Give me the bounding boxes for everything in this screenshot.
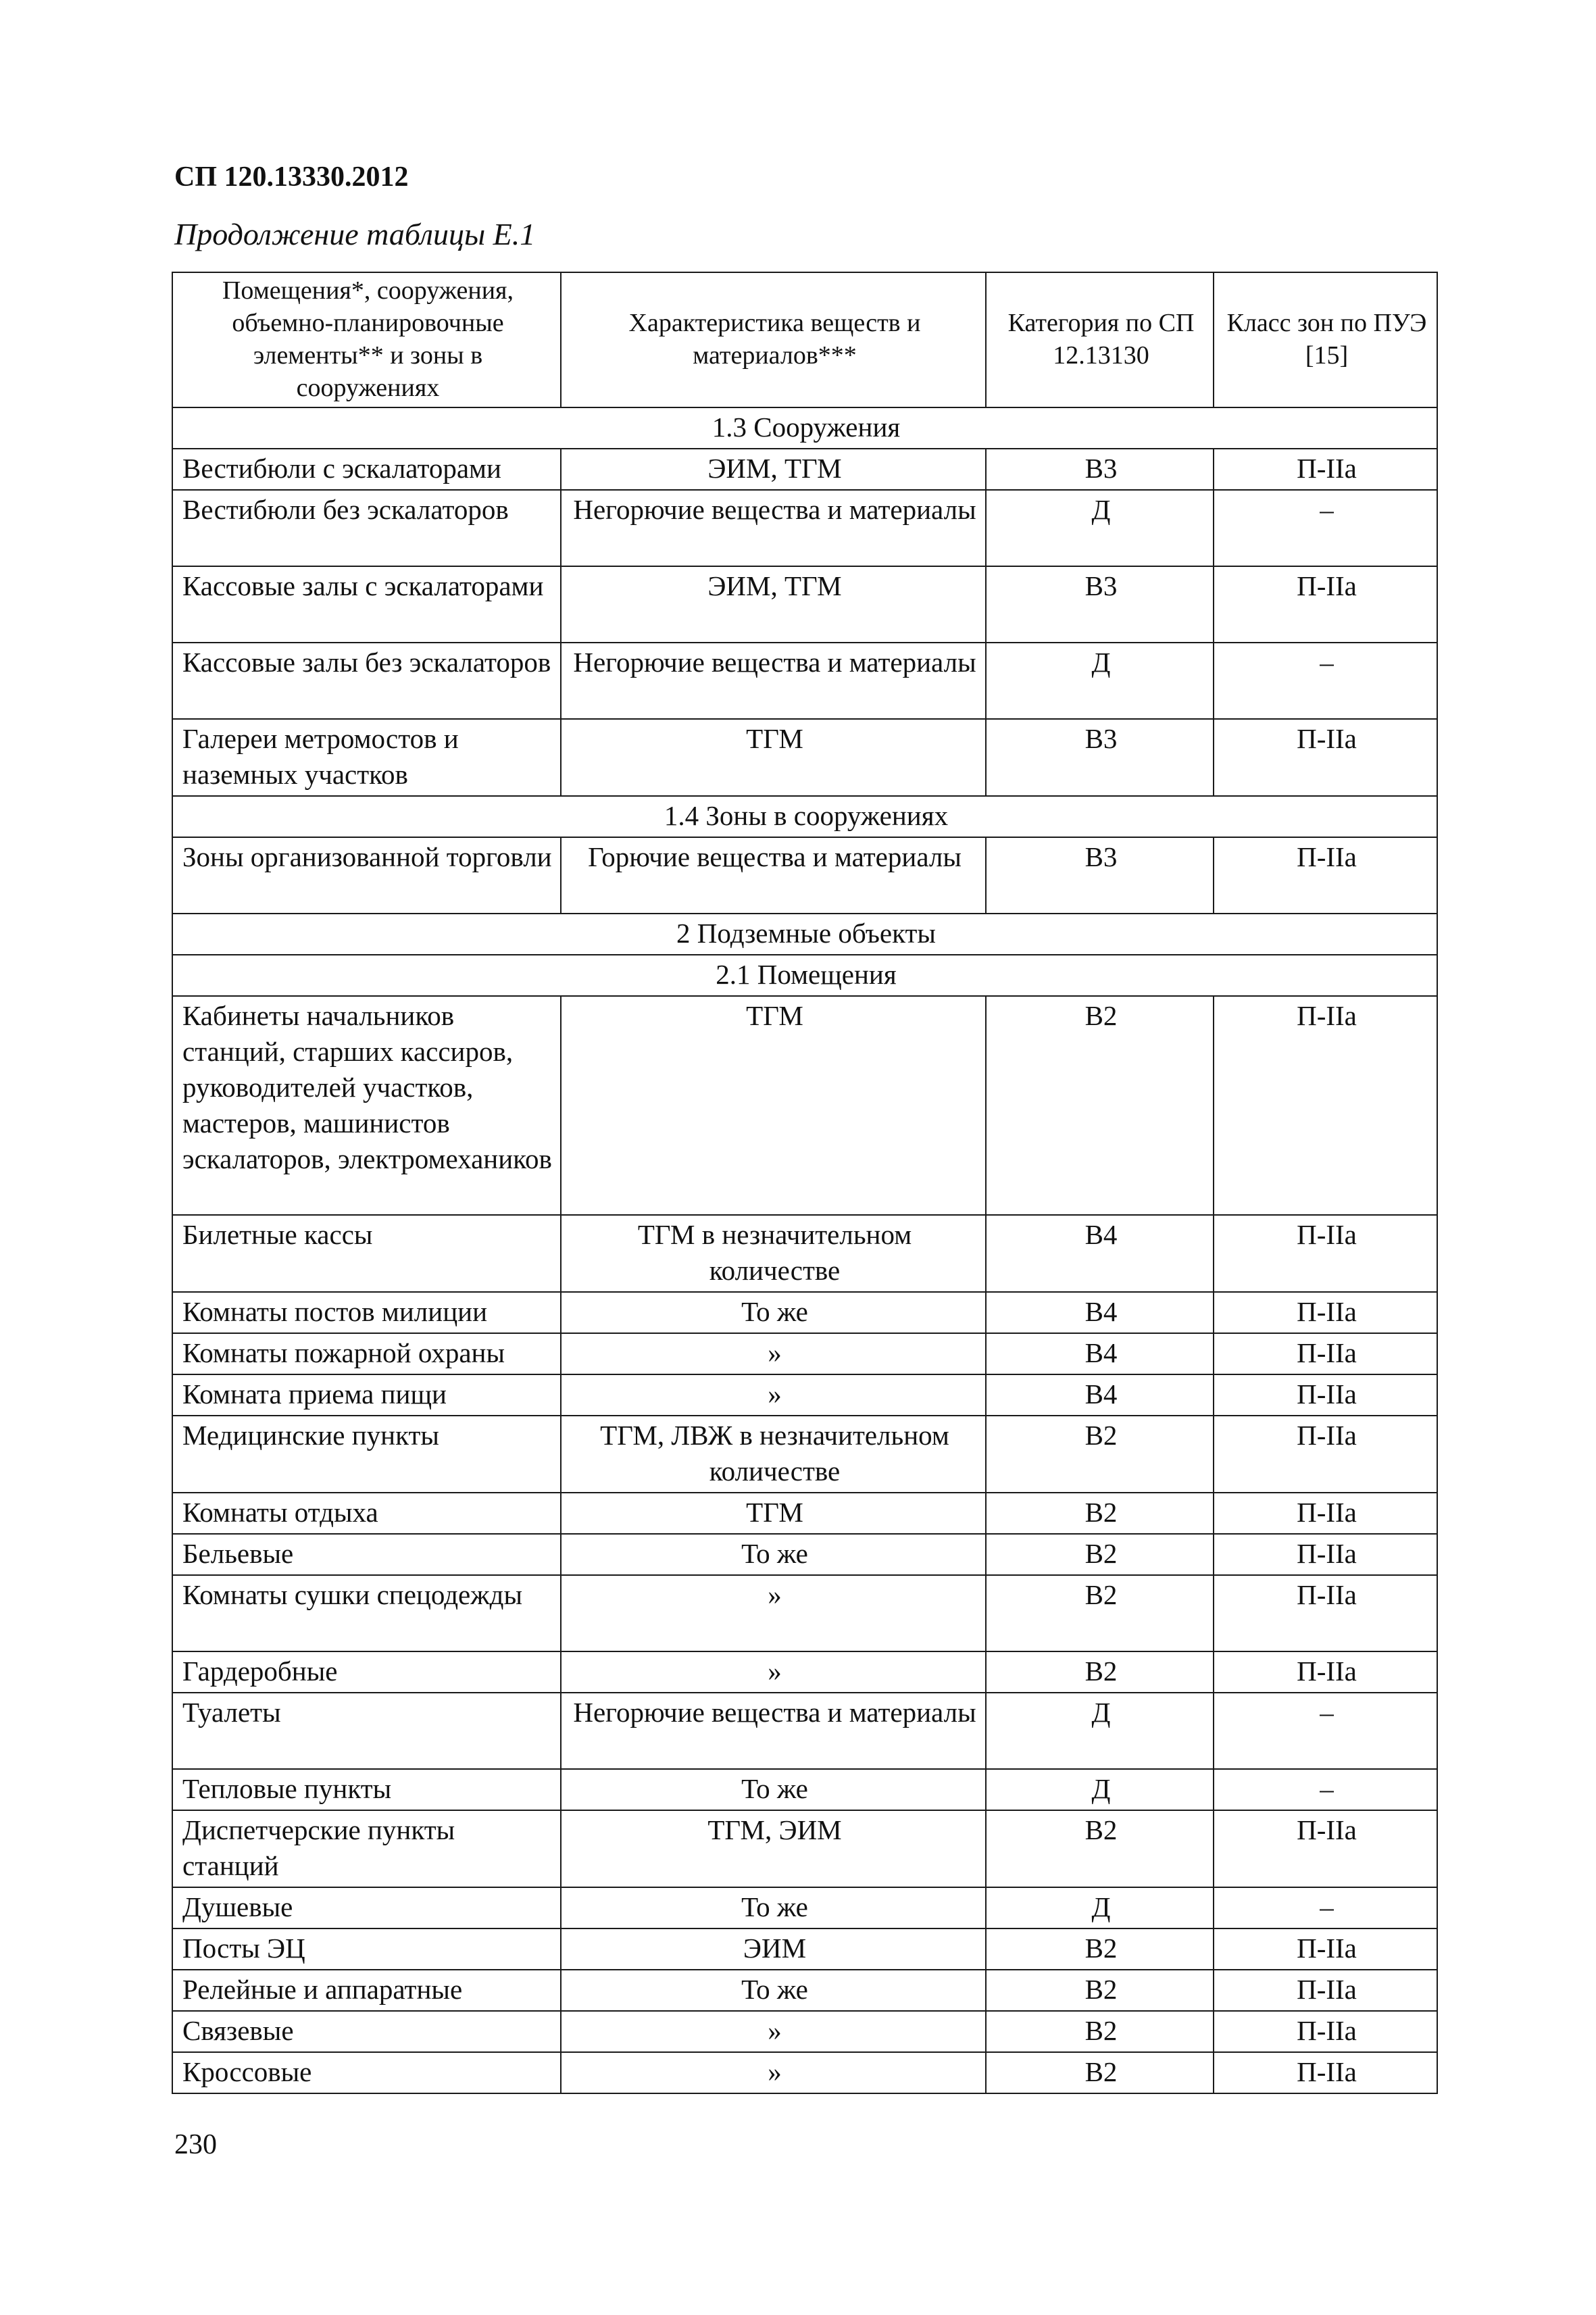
table-row xyxy=(172,1887,1437,1928)
table-row xyxy=(172,490,1437,566)
cell-premises: Посты ЭЦ xyxy=(172,1928,561,1970)
cell-zone-class: – xyxy=(1214,490,1437,566)
cell-zone-class: П-IIa xyxy=(1214,1575,1437,1651)
section-row xyxy=(172,914,1437,955)
table-row xyxy=(172,1215,1437,1292)
cell-category: В2 xyxy=(986,1493,1214,1534)
cell-category: В2 xyxy=(986,2011,1214,2052)
cell-category: В2 xyxy=(986,2052,1214,2093)
cell-category: В2 xyxy=(986,1810,1214,1887)
cell-category: В2 xyxy=(986,1970,1214,2011)
table-row xyxy=(172,719,1437,796)
table-row xyxy=(172,566,1437,643)
cell-premises: Тепловые пункты xyxy=(172,1769,561,1810)
cell-category: В2 xyxy=(986,1575,1214,1651)
cell-category: В4 xyxy=(986,1215,1214,1292)
cell-materials: Горючие вещества и материалы xyxy=(561,837,986,914)
table-row xyxy=(172,1651,1437,1693)
cell-premises: Комната приема пищи xyxy=(172,1374,561,1416)
cell-premises: Туалеты xyxy=(172,1693,561,1769)
cell-zone-class: П-IIa xyxy=(1214,837,1437,914)
section-row xyxy=(172,955,1437,996)
page-number: 230 xyxy=(174,2129,217,2160)
cell-category: В2 xyxy=(986,996,1214,1215)
cell-category: В3 xyxy=(986,837,1214,914)
cell-zone-class: П-IIa xyxy=(1214,1534,1437,1575)
table-row xyxy=(172,1928,1437,1970)
cell-zone-class: П-IIa xyxy=(1214,1292,1437,1333)
cell-zone-class: П-IIa xyxy=(1214,2052,1437,2093)
cell-materials: Негорючие вещества и материалы xyxy=(561,490,986,566)
cell-zone-class: П-IIa xyxy=(1214,449,1437,490)
cell-premises: Комнаты постов милиции xyxy=(172,1292,561,1333)
cell-zone-class: П-IIa xyxy=(1214,719,1437,796)
table-row xyxy=(172,837,1437,914)
cell-premises: Диспетчерские пункты станций xyxy=(172,1810,561,1887)
cell-materials: ТГМ xyxy=(561,1493,986,1534)
cell-category: В4 xyxy=(986,1374,1214,1416)
cell-zone-class: П-IIa xyxy=(1214,566,1437,643)
cell-materials: Негорючие вещества и материалы xyxy=(561,1693,986,1769)
cell-category: В3 xyxy=(986,719,1214,796)
table-row xyxy=(172,1693,1437,1769)
cell-premises: Медицинские пункты xyxy=(172,1416,561,1493)
table-row xyxy=(172,1292,1437,1333)
cell-premises: Комнаты пожарной охраны xyxy=(172,1333,561,1374)
cell-category: В4 xyxy=(986,1292,1214,1333)
cell-premises: Душевые xyxy=(172,1887,561,1928)
table-row xyxy=(172,1970,1437,2011)
table-row xyxy=(172,996,1437,1215)
cell-category: Д xyxy=(986,490,1214,566)
cell-materials: » xyxy=(561,2052,986,2093)
cell-materials: ЭИМ, ТГМ xyxy=(561,449,986,490)
cell-premises: Зоны организованной торговли xyxy=(172,837,561,914)
cell-premises: Кассовые залы без эскалаторов xyxy=(172,643,561,719)
cell-materials: ТГМ в незначительном количестве xyxy=(561,1215,986,1292)
cell-zone-class: П-IIa xyxy=(1214,1215,1437,1292)
cell-category: Д xyxy=(986,643,1214,719)
section-title: 1.3 Сооружения xyxy=(172,407,1437,449)
cell-category: В3 xyxy=(986,566,1214,643)
cell-category: Д xyxy=(986,1693,1214,1769)
cell-premises: Кассовые залы с эскалаторами xyxy=(172,566,561,643)
cell-materials: ЭИМ xyxy=(561,1928,986,1970)
cell-materials: ЭИМ, ТГМ xyxy=(561,566,986,643)
cell-materials: То же xyxy=(561,1970,986,2011)
table-row xyxy=(172,643,1437,719)
header-materials: Характеристика веществ и материалов*** xyxy=(561,272,986,407)
cell-premises: Бельевые xyxy=(172,1534,561,1575)
cell-zone-class: – xyxy=(1214,1887,1437,1928)
cell-premises: Комнаты отдыха xyxy=(172,1493,561,1534)
cell-premises: Кабинеты начальников станций, старших кассиров, руководителей участков, мастеров, машинистов эскалаторов, электромехаников xyxy=(172,996,561,1215)
cell-zone-class: П-IIa xyxy=(1214,1374,1437,1416)
table-header-row xyxy=(172,272,1437,407)
cell-materials: То же xyxy=(561,1887,986,1928)
table-row xyxy=(172,1493,1437,1534)
cell-premises: Галереи метромостов и наземных участков xyxy=(172,719,561,796)
cell-materials: ТГМ xyxy=(561,719,986,796)
table-row xyxy=(172,2011,1437,2052)
cell-materials: » xyxy=(561,2011,986,2052)
cell-category: Д xyxy=(986,1887,1214,1928)
table-row xyxy=(172,449,1437,490)
cell-zone-class: П-IIa xyxy=(1214,1416,1437,1493)
cell-materials: ТГМ, ЛВЖ в незначительном количестве xyxy=(561,1416,986,1493)
cell-category: В2 xyxy=(986,1534,1214,1575)
cell-materials: То же xyxy=(561,1769,986,1810)
fire-category-table xyxy=(172,272,1438,2094)
cell-premises: Связевые xyxy=(172,2011,561,2052)
cell-premises: Релейные и аппаратные xyxy=(172,1970,561,2011)
section-row xyxy=(172,407,1437,449)
cell-zone-class: П-IIa xyxy=(1214,1333,1437,1374)
cell-premises: Билетные кассы xyxy=(172,1215,561,1292)
cell-materials: » xyxy=(561,1333,986,1374)
cell-materials: ТГМ, ЭИМ xyxy=(561,1810,986,1887)
table-row xyxy=(172,1810,1437,1887)
cell-materials: » xyxy=(561,1651,986,1693)
cell-zone-class: – xyxy=(1214,1693,1437,1769)
cell-category: В4 xyxy=(986,1333,1214,1374)
cell-materials: ТГМ xyxy=(561,996,986,1215)
section-row xyxy=(172,796,1437,837)
cell-zone-class: П-IIa xyxy=(1214,1970,1437,2011)
cell-premises: Гардеробные xyxy=(172,1651,561,1693)
cell-premises: Вестибюли с эскалаторами xyxy=(172,449,561,490)
cell-zone-class: – xyxy=(1214,1769,1437,1810)
cell-category: В2 xyxy=(986,1928,1214,1970)
table-caption: Продолжение таблицы Е.1 xyxy=(174,217,536,251)
cell-category: В3 xyxy=(986,449,1214,490)
cell-category: В2 xyxy=(986,1651,1214,1693)
cell-zone-class: П-IIa xyxy=(1214,1651,1437,1693)
document-code: СП 120.13330.2012 xyxy=(174,161,409,193)
table-row xyxy=(172,1374,1437,1416)
table-row xyxy=(172,1769,1437,1810)
cell-zone-class: П-IIa xyxy=(1214,1810,1437,1887)
section-title: 1.4 Зоны в сооружениях xyxy=(172,796,1437,837)
section-title: 2.1 Помещения xyxy=(172,955,1437,996)
table-row xyxy=(172,1333,1437,1374)
cell-zone-class: П-IIa xyxy=(1214,1928,1437,1970)
table-row xyxy=(172,1575,1437,1651)
table-row xyxy=(172,1534,1437,1575)
cell-materials: То же xyxy=(561,1292,986,1333)
cell-premises: Кроссовые xyxy=(172,2052,561,2093)
section-title: 2 Подземные объекты xyxy=(172,914,1437,955)
cell-materials: » xyxy=(561,1374,986,1416)
header-premises: Помещения*, сооружения, объемно-планировочные элементы** и зоны в сооружениях xyxy=(172,272,561,407)
cell-category: Д xyxy=(986,1769,1214,1810)
cell-premises: Комнаты сушки спецодежды xyxy=(172,1575,561,1651)
cell-materials: То же xyxy=(561,1534,986,1575)
header-zone-class: Класс зон по ПУЭ [15] xyxy=(1214,272,1437,407)
cell-materials: Негорючие вещества и материалы xyxy=(561,643,986,719)
header-category: Категория по СП 12.13130 xyxy=(986,272,1214,407)
cell-zone-class: П-IIa xyxy=(1214,1493,1437,1534)
cell-category: В2 xyxy=(986,1416,1214,1493)
cell-premises: Вестибюли без эскалаторов xyxy=(172,490,561,566)
cell-zone-class: П-IIa xyxy=(1214,996,1437,1215)
table-row xyxy=(172,1416,1437,1493)
cell-materials: » xyxy=(561,1575,986,1651)
cell-zone-class: П-IIa xyxy=(1214,2011,1437,2052)
cell-zone-class: – xyxy=(1214,643,1437,719)
table-row xyxy=(172,2052,1437,2093)
